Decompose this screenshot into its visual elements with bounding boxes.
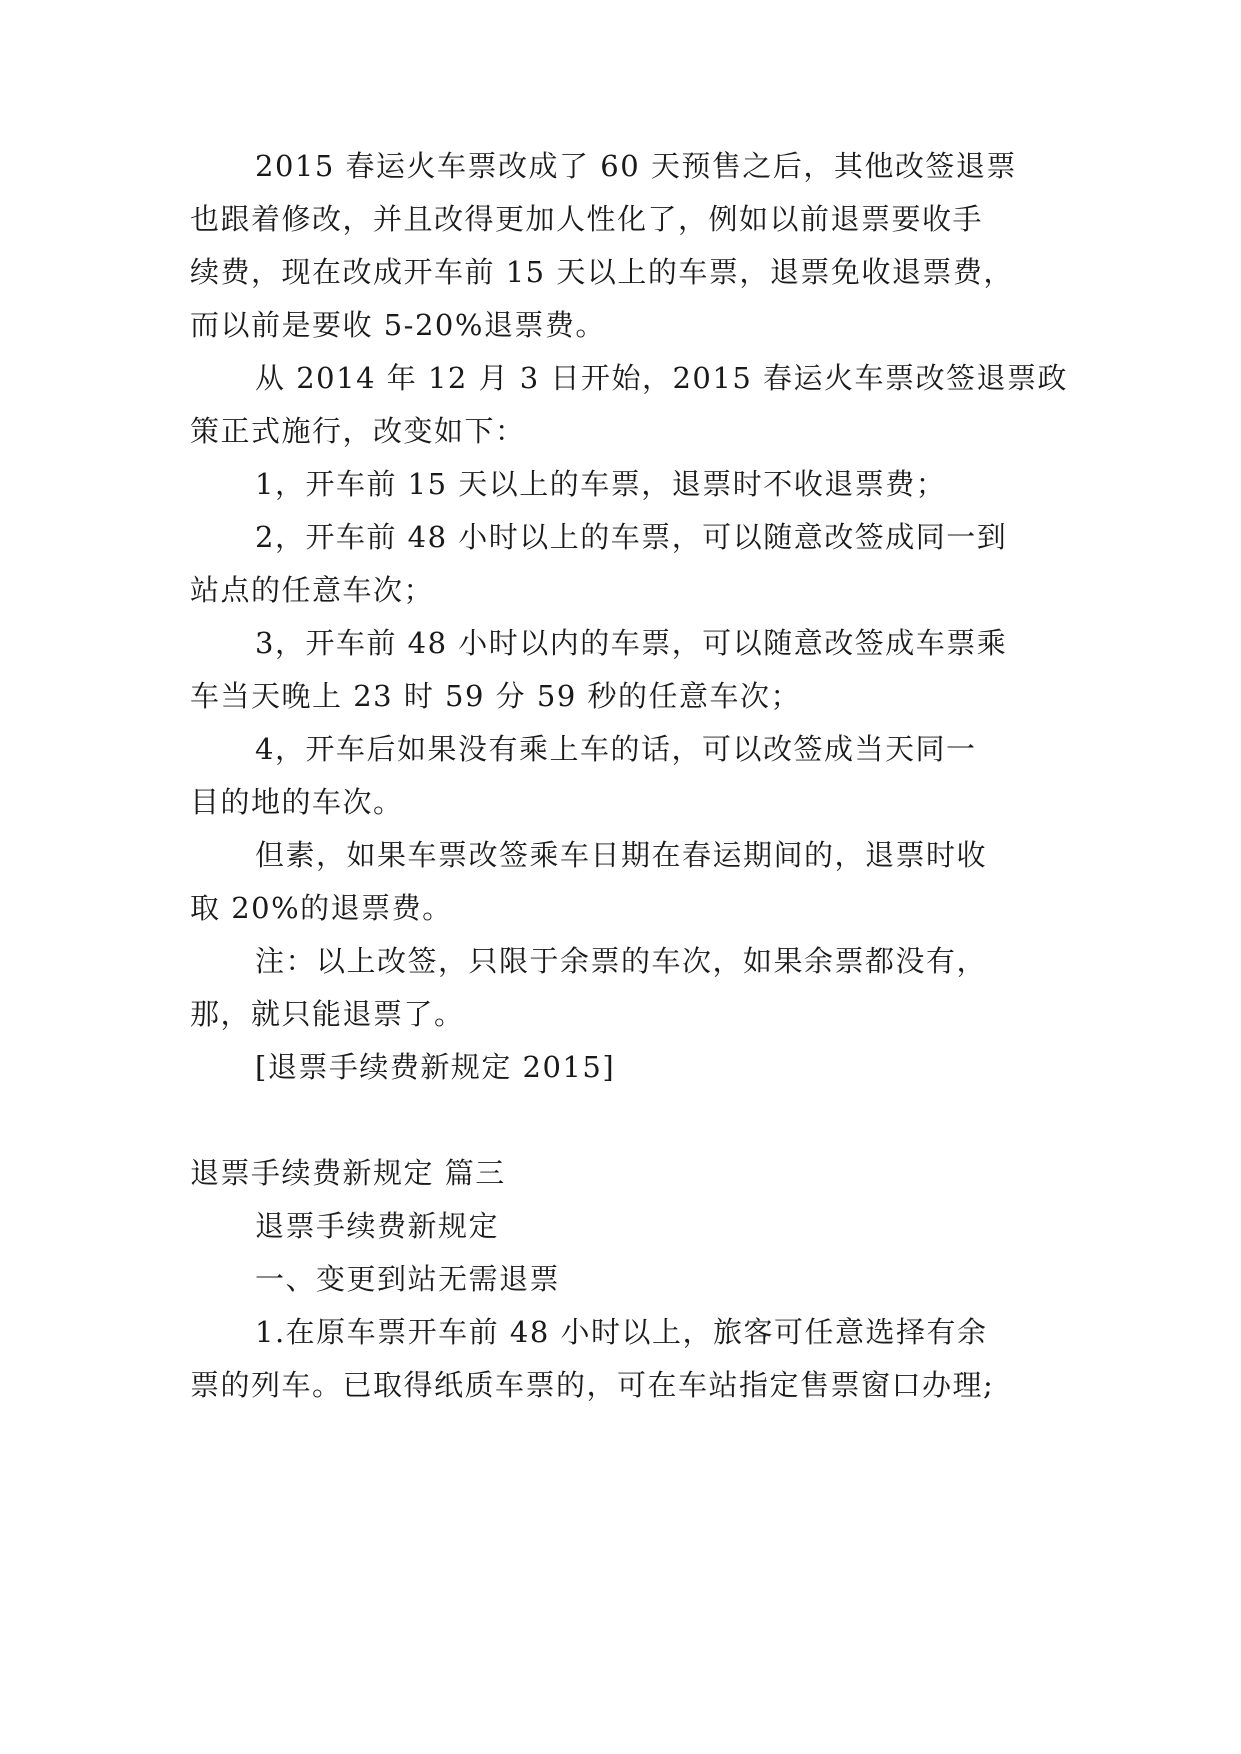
list-item: 3，开车前 48 小时以内的车票，可以随意改签成车票乘 [255, 626, 1008, 660]
list-item: 1，开车前 15 天以上的车票，退票时不收退票费； [255, 467, 947, 501]
paragraph-line: 从 2014 年 12 月 3 日开始，2015 春运火车票改签退票政 [255, 361, 1068, 395]
paragraph-line: 而以前是要收 5-20%退票费。 [190, 308, 606, 342]
list-item-continuation: 目的地的车次。 [190, 785, 404, 819]
note-line: 那，就只能退票了。 [190, 997, 465, 1031]
paragraph-line: 2015 春运火车票改成了 60 天预售之后，其他改签退票 [255, 149, 1017, 183]
list-item: 4，开车后如果没有乘上车的话，可以改签成当天同一 [255, 732, 977, 766]
paragraph-line: 1.在原车票开车前 48 小时以上，旅客可任意选择有余 [255, 1315, 988, 1349]
paragraph-line: 但素，如果车票改签乘车日期在春运期间的，退票时收 [255, 838, 988, 872]
paragraph-line: 也跟着修改，并且改得更加人性化了，例如以前退票要收手 [190, 202, 984, 236]
point-heading: 一、变更到站无需退票 [255, 1262, 561, 1296]
reference-tag: [退票手续费新规定 2015] [255, 1050, 616, 1084]
note-line: 注：以上改签，只限于余票的车次，如果余票都没有， [255, 944, 988, 978]
paragraph-line: 续费，现在改成开车前 15 天以上的车票，退票免收退票费， [190, 255, 1014, 289]
list-item-continuation: 车当天晚上 23 时 59 分 59 秒的任意车次； [190, 679, 802, 713]
list-item: 2，开车前 48 小时以上的车票，可以随意改签成同一到 [255, 520, 1008, 554]
section-heading: 退票手续费新规定 篇三 [190, 1156, 506, 1190]
list-item-continuation: 站点的任意车次； [190, 573, 435, 607]
paragraph-line: 票的列车。已取得纸质车票的，可在车站指定售票窗口办理; [190, 1368, 995, 1402]
section-subtitle: 退票手续费新规定 [255, 1209, 500, 1243]
paragraph-line: 取 20%的退票费。 [190, 891, 453, 925]
paragraph-line: 策正式施行，改变如下： [190, 414, 526, 448]
